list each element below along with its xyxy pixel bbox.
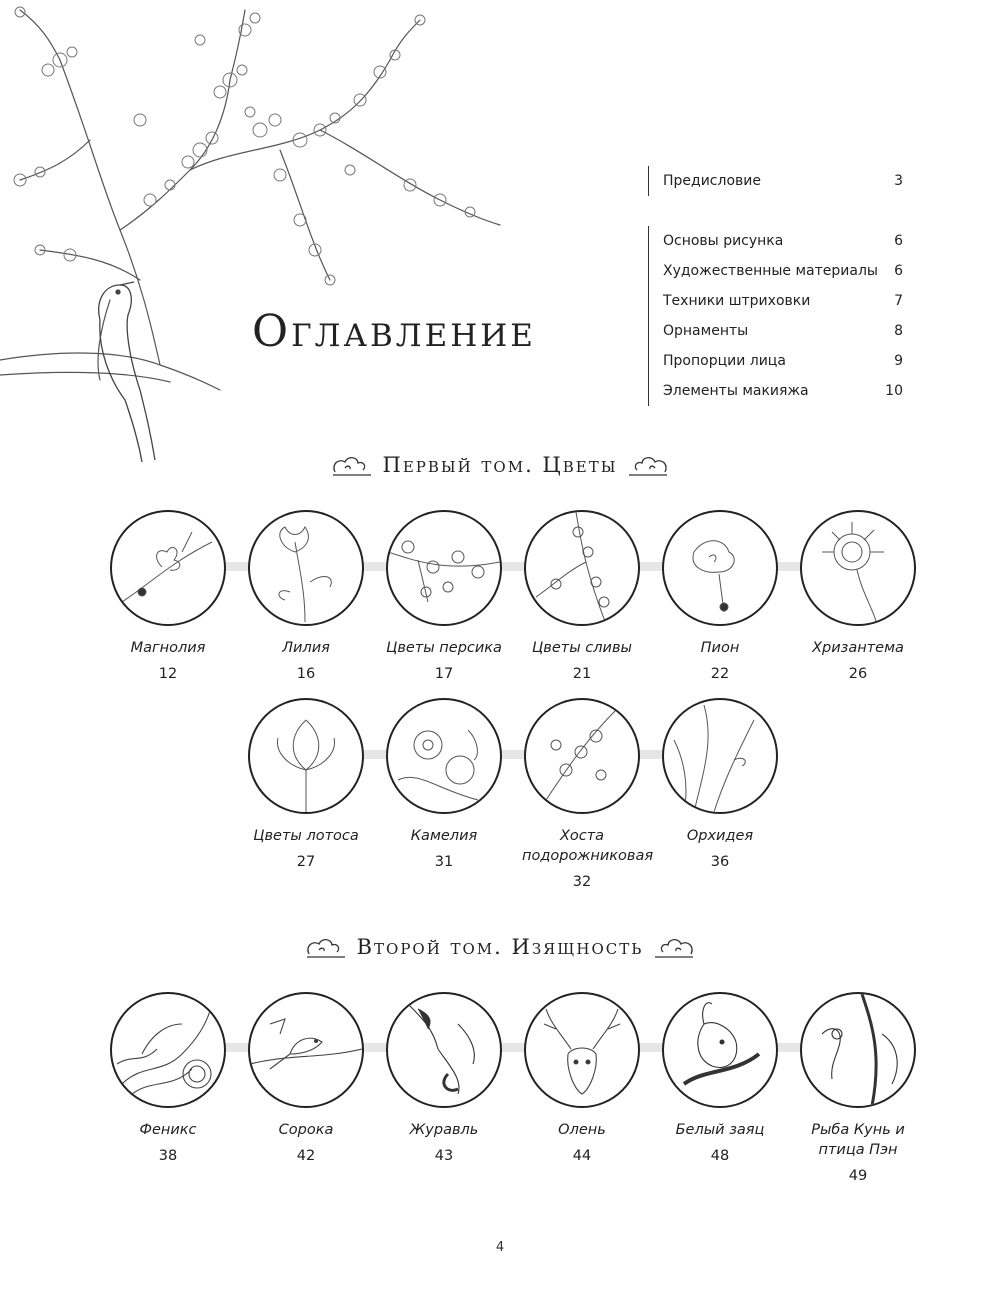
magpie-illustration: [248, 992, 364, 1108]
chapter-name: Магнолия: [130, 640, 206, 656]
lily-illustration: [248, 510, 364, 626]
volume1-heading: [0, 452, 1000, 478]
chapter-chrysanthemum[interactable]: [798, 510, 918, 682]
white-hare-illustration: [662, 992, 778, 1108]
toc-page: 3: [894, 173, 903, 189]
toc-row[interactable]: [663, 316, 903, 346]
phoenix-illustration: [110, 992, 226, 1108]
chapter-name: Пион: [700, 640, 740, 656]
chapter-camellia[interactable]: [384, 698, 504, 870]
toc-row[interactable]: [663, 286, 903, 316]
toc-row[interactable]: [663, 346, 903, 376]
toc-page: 10: [885, 383, 903, 399]
chapter-page: 17: [434, 666, 454, 682]
peony-illustration: [662, 510, 778, 626]
chapter-name: Сорока: [278, 1122, 334, 1138]
cloud-ornament-left-icon: [331, 452, 373, 478]
chapter-page: 22: [710, 666, 730, 682]
chapter-name: Камелия: [410, 828, 478, 844]
cloud-ornament-right-icon: [653, 934, 695, 960]
chapter-name: Журавль: [409, 1122, 479, 1138]
chapter-name: Феникс: [139, 1122, 197, 1138]
chapter-page: 27: [296, 854, 316, 870]
toc-label: Предисловие: [663, 173, 761, 189]
toc-label: Художественные материалы: [663, 263, 878, 279]
hosta-illustration: [524, 698, 640, 814]
toc-page: 7: [894, 293, 903, 309]
toc-page: 6: [894, 263, 903, 279]
chapter-name: Лилия: [282, 640, 330, 656]
toc-row[interactable]: [663, 226, 903, 256]
chapter-name: Белый заяц: [675, 1122, 765, 1138]
chapter-page: 16: [296, 666, 316, 682]
chrysanthemum-illustration: [800, 510, 916, 626]
chapter-crane[interactable]: [384, 992, 504, 1164]
chapter-page: 48: [710, 1148, 730, 1164]
chapter-white-hare[interactable]: [660, 992, 780, 1164]
chapter-page: 21: [572, 666, 592, 682]
chapter-orchid[interactable]: [660, 698, 780, 870]
toc-row[interactable]: [663, 256, 903, 286]
volume1-title: Первый том. Цветы: [382, 453, 618, 477]
orchid-illustration: [662, 698, 778, 814]
plum-blossom-illustration: [524, 510, 640, 626]
chapter-page: 31: [434, 854, 454, 870]
chapter-page: 42: [296, 1148, 316, 1164]
peach-blossom-illustration: [386, 510, 502, 626]
toc-label: Основы рисунка: [663, 233, 784, 249]
chapter-name: Цветы сливы: [532, 640, 632, 656]
toc-page: 8: [894, 323, 903, 339]
cloud-ornament-right-icon: [627, 452, 669, 478]
chapter-kun-peng[interactable]: [798, 992, 918, 1184]
magnolia-illustration: [110, 510, 226, 626]
chapter-page: 43: [434, 1148, 454, 1164]
chapter-page: 38: [158, 1148, 178, 1164]
chapter-peach-blossom[interactable]: [384, 510, 504, 682]
chapter-page: 49: [848, 1168, 868, 1184]
toc-row[interactable]: [663, 166, 903, 196]
chapter-name: Орхидея: [686, 828, 754, 844]
chapter-name: Хоста подорожниковая: [522, 828, 654, 864]
toc-label: Элементы макияжа: [663, 383, 809, 399]
kun-peng-illustration: [800, 992, 916, 1108]
chapter-magnolia[interactable]: [108, 510, 228, 682]
chapter-page: 32: [572, 874, 592, 890]
chapter-magpie[interactable]: [246, 992, 366, 1164]
camellia-illustration: [386, 698, 502, 814]
toc-label: Пропорции лица: [663, 353, 786, 369]
page-title: Оглавление: [252, 306, 536, 357]
crane-illustration: [386, 992, 502, 1108]
cloud-ornament-left-icon: [305, 934, 347, 960]
volume2-heading: [0, 934, 1000, 960]
toc-page: 9: [894, 353, 903, 369]
toc-label: Техники штриховки: [663, 293, 811, 309]
chapter-name: Хризантема: [812, 640, 904, 656]
chapter-name: Цветы персика: [386, 640, 502, 656]
chapter-name: Олень: [558, 1122, 606, 1138]
chapter-plum-blossom[interactable]: [522, 510, 642, 682]
chapter-page: 44: [572, 1148, 592, 1164]
chapter-page: 26: [848, 666, 868, 682]
chapter-page: 36: [710, 854, 730, 870]
chapter-lotus[interactable]: [246, 698, 366, 870]
volume2-title: Второй том. Изящность: [356, 935, 644, 959]
chapter-phoenix[interactable]: [108, 992, 228, 1164]
page-number: 4: [495, 1240, 505, 1255]
blossom-branch-illustration: [0, 0, 560, 470]
chapter-hosta[interactable]: [522, 698, 654, 890]
lotus-illustration: [248, 698, 364, 814]
chapter-deer[interactable]: [522, 992, 642, 1164]
toc-row[interactable]: [663, 376, 903, 406]
chapter-page: 12: [158, 666, 178, 682]
chapter-peony[interactable]: [660, 510, 780, 682]
deer-illustration: [524, 992, 640, 1108]
toc-basics: [648, 226, 903, 406]
toc-page: 6: [894, 233, 903, 249]
chapter-lily[interactable]: [246, 510, 366, 682]
chapter-name: Рыба Кунь и птица Пэн: [811, 1122, 905, 1158]
chapter-name: Цветы лотоса: [253, 828, 359, 844]
toc-front-matter: [648, 166, 903, 196]
toc-label: Орнаменты: [663, 323, 749, 339]
